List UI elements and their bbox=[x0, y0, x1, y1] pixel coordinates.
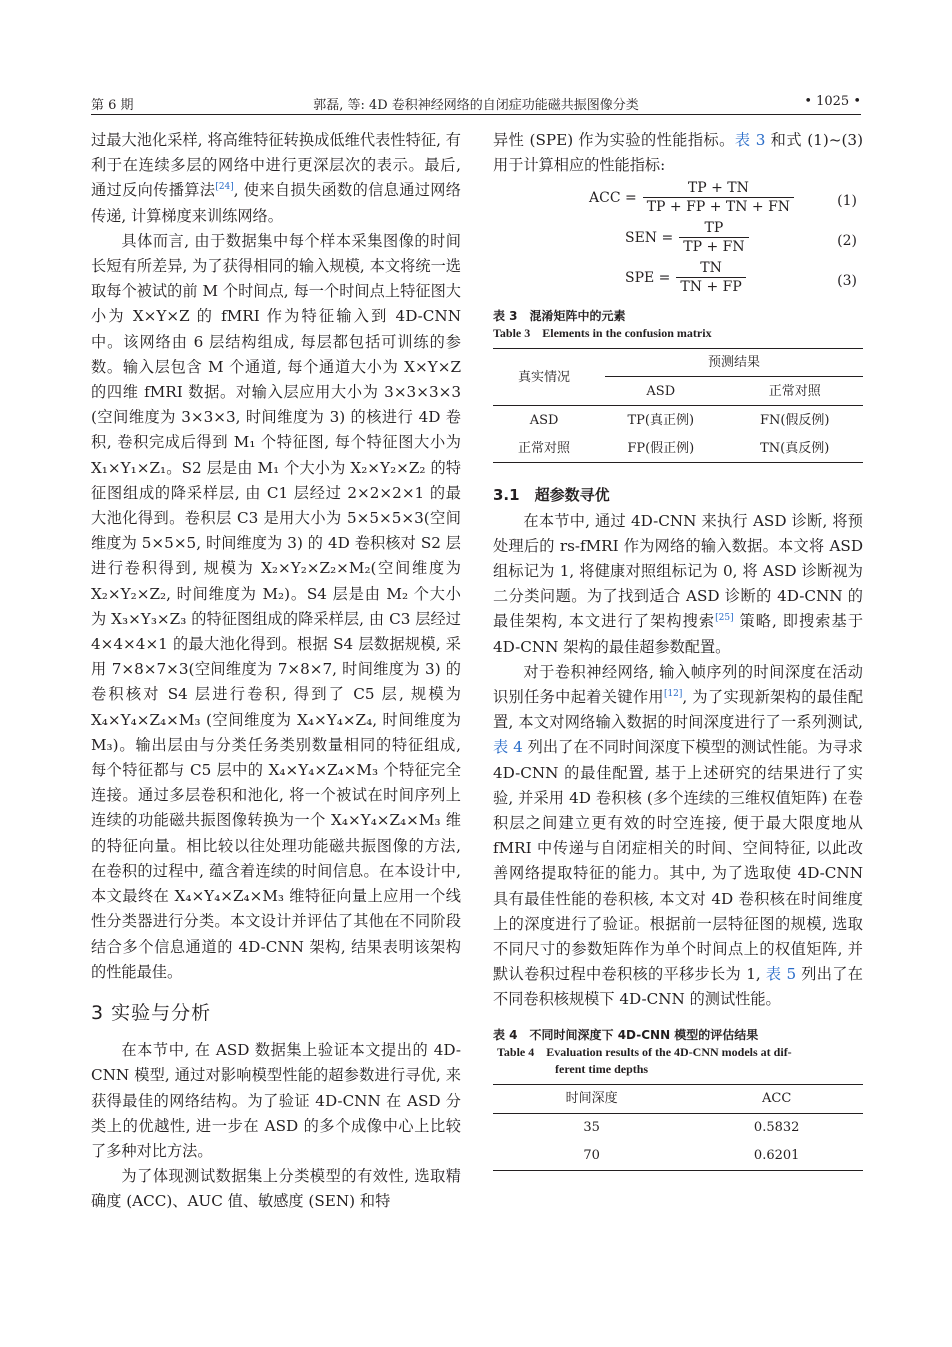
right-column bbox=[493, 128, 863, 1171]
equation-denominator: TN + FP bbox=[676, 277, 745, 297]
table-link[interactable]: 表 4 bbox=[493, 738, 523, 757]
citation-link[interactable]: [12] bbox=[663, 688, 683, 699]
equation-lhs: SPE = bbox=[625, 269, 671, 286]
citation-link[interactable]: [24] bbox=[215, 182, 234, 193]
page-number: • 1025 • bbox=[804, 94, 861, 109]
paragraph-text: 异性 (SPE) 作为实验的性能指标。 bbox=[493, 131, 735, 149]
paragraph-text: 过最大池化采样, 将高维特征转换成低维代表性特征, 有利于在连续多层的网络中进行更深层次的表示。最后, 通过反向传播算法 bbox=[91, 131, 461, 200]
equation-spe bbox=[493, 258, 863, 298]
paragraph: 在本节中, 在 ASD 数据集上验证本文提出的 4D-CNN 模型, 通过对影响模型性能的超参数进行寻优, 来获得最佳的网络结构。为了验证 4D-CNN 在 ASD 分类上的优越性, 进一步在 ASD 的多个成像中心上比较了多种对比方法。 bbox=[91, 1041, 461, 1160]
table-cell: 35 bbox=[583, 1120, 600, 1136]
table-group-header: 预测结果 bbox=[595, 349, 863, 378]
paragraph: 为了体现测试数据集上分类模型的有效性, 选取精确度 (ACC)、AUC 值、敏感度 (SEN) 和特 bbox=[91, 1167, 461, 1211]
left-column bbox=[91, 128, 461, 1215]
table-cell: 70 bbox=[493, 1142, 690, 1171]
equation-denominator: TP + FP + TN + FN bbox=[643, 197, 794, 217]
paragraph-text: 和式 (1)~(3) 用于计算相应的性能指标: bbox=[493, 131, 863, 175]
paragraph-text: , 使来自损失函数的信息通过网络传递, 计算梯度来训练网络。 bbox=[91, 181, 461, 225]
table-link[interactable]: 表 5 bbox=[765, 965, 797, 984]
paragraph-text: 策略, 即搜索基于 4D-CNN 架构的最佳超参数配置。 bbox=[493, 612, 864, 656]
equation-numerator: TP bbox=[704, 219, 724, 236]
table-col-header: 正常对照 bbox=[726, 377, 863, 406]
issue-number: 第 6 期 bbox=[91, 98, 134, 113]
equation-denominator: TP + FN bbox=[679, 237, 748, 257]
paragraph-text: 在本节中, 通过 4D-CNN 来执行 ASD 诊断, 将预处理后的 rs-fMRI 作为网络的输入数据。本文将 ASD 组标记为 1, 将健康对照组标记为 0, 将 ASD 诊断视为二分类问题。为了找到适合 ASD 诊断的 4D-CNN 的最佳架构, 本文进行了架构搜索 bbox=[493, 511, 863, 631]
table-row-header: 真实情况 bbox=[493, 349, 595, 406]
table-cell: TP(真正例) bbox=[627, 412, 695, 428]
equation-lhs: ACC = bbox=[589, 189, 637, 206]
table-cell: FP(假正例) bbox=[595, 434, 726, 463]
equation-number: (1) bbox=[837, 193, 857, 210]
table-row bbox=[493, 1113, 863, 1142]
paragraph bbox=[493, 128, 863, 178]
equation-numerator: TP + TN bbox=[687, 179, 749, 196]
paragraph: 具体而言, 由于数据集中每个样本采集图像的时间长短有所差异, 为了获得相同的输入规模, 本文将统一选取每个被试的前 M 个时间点, 每一个时间点上特征图大小为 X×Y×Z 的 fMRI 作为特征输入到 4D-CNN 中。该网络由 6 层结构组成, 每层都包括可训练的参数。输入层包含 M 个通道, 每个通道大小为 X×Y×Z 的四维 fMRI 数据。对输入层应用大小为 3×3×3×3 (空间维度为 3×3×3, 时间维度为 3) 的核进行 4D 卷积, 卷积完成后得到 M₁ 个特征图, 每个特征图大小为 X₁×Y₁×Z₁。S2 层是由 M₁ 个大小为 X₂×Y₂×Z₂ 的特征图组成的降采样层, 由 C1 层经过 2×2×2×1 的最大池化得到。卷积层 C3 是用大小为 5×5×5×3(空间维度为 5×5×5, 时间维度为 3) 的 4D 卷积核对 S2 层进行卷积得到, 规模为 X₂×Y₂×Z₂×M₂(空间维度为 X₂×Y₂×Z₂, 时间维度为 M₂)。S4 层是由 M₂ 个大小为 X₃×Y₃×Z₃ 的特征图组成的降采样层, 由 C3 层经过 4×4×4×1 的最大池化得到。根据 S4 层数据规模, 采用 7×8×7×3(空间维度为 7×8×7, 时间维度为 3) 的卷积核对 S4 层进行卷积, 得到了 C5 层, 规模为 X₄×Y₄×Z₄×M₃ (空间维度为 X₄×Y₄×Z₄, 时间维度为 M₃)。输出层由与分类任务类别数量相同的特征组成, 每个特征都与 C5 层中的 X₄×Y₄×Z₄×M₃ 个特征完全连接。通过多层卷积和池化, 将一个被试在时间序列上连续的功能磁共振图像转换为一个 X₄×Y₄×Z₄×M₃ 维的特征向量。相比较以往处理功能磁共振图像的方法, 在卷积的过程中, 蕴含着连续的时间信息。在本设计中, 本文最终在 X₄×Y₄×Z₄×M₃ 维特征向量上应用一个线性分类器进行分类。本文设计并评估了其他在不同阶段结合多个信息通道的 4D-CNN 架构, 结果表明该架构的性能最佳。 bbox=[91, 231, 461, 981]
table-row bbox=[493, 406, 863, 435]
paragraph bbox=[493, 660, 863, 1013]
equation-numerator: TN bbox=[700, 259, 722, 276]
table-col-header: ACC bbox=[690, 1084, 863, 1113]
table-cell: 0.5832 bbox=[753, 1120, 800, 1136]
table-link[interactable]: 表 3 bbox=[734, 131, 766, 149]
table-cell: 正常对照 bbox=[493, 434, 595, 463]
table-cell: 0.6201 bbox=[690, 1142, 863, 1171]
table-caption-en-continued: ferent time depths bbox=[555, 1061, 649, 1076]
table-caption-zh: 表 3 混淆矩阵中的元素 bbox=[493, 309, 626, 324]
table-col-header: ASD bbox=[595, 377, 726, 406]
equation-number: (2) bbox=[837, 233, 857, 250]
subsection-title: 3.1 超参数寻优 bbox=[493, 486, 610, 505]
section-title: 3 实验与分析 bbox=[91, 1001, 212, 1024]
time-depth-table bbox=[493, 1084, 863, 1171]
paragraph-text: 对于卷积神经网络, 输入帧序列的时间深度在活动识别任务中起着关键作用 bbox=[493, 662, 863, 707]
paragraph bbox=[493, 509, 863, 660]
table-caption-en: Table 4 Evaluation results of the 4D-CNN models at dif- bbox=[497, 1044, 792, 1059]
equation-number: (3) bbox=[837, 273, 857, 290]
paragraph-text: , 为了实现新架构的最佳配置, 本文对网络输入数据的时间深度进行了一系列测试, bbox=[493, 688, 864, 732]
table-row bbox=[493, 434, 863, 463]
running-header bbox=[91, 92, 861, 115]
citation-link[interactable]: [25] bbox=[715, 613, 734, 624]
table-cell: FN(假反例) bbox=[759, 412, 830, 428]
table-row bbox=[493, 1142, 863, 1171]
table-col-header: 时间深度 bbox=[493, 1084, 690, 1113]
table-cell: ASD bbox=[529, 412, 559, 428]
paragraph-text: 列出了在不同卷积核规模下 4D-CNN 的测试性能。 bbox=[493, 965, 863, 1009]
paragraph bbox=[91, 128, 461, 229]
paragraph-text: 列出了在不同时间深度下模型的测试性能。为寻求 4D-CNN 的最佳配置, 基于上述研究的结果进行了实验, 并采用 4D 卷积核 (多个连续的三维权值矩阵) 在卷积层之间建立更有效的时空连接, 便于最大限度地从 fMRI 中传递与自闭症相关的时间、空间特征, 以此改善网络提取特征的能力。其中, 为了选取使 4D-CNN 具有最佳性能的卷积核, 本文对 4D 卷积核在时间维度上的深度进行了验证。根据前一层特征图的规模, 选取不同尺寸的参数矩阵作为单个时间点上的权值矩阵, 并默认卷积过程中卷积核的平移步长为 1, bbox=[493, 738, 863, 984]
table-cell: TN(真反例) bbox=[726, 434, 863, 463]
running-title: 郭磊, 等: 4D 卷积神经网络的自闭症功能磁共振图像分类 bbox=[313, 98, 639, 113]
equation-acc bbox=[493, 178, 863, 218]
confusion-matrix-table bbox=[493, 348, 863, 463]
equation-sen bbox=[493, 218, 863, 258]
table-caption-zh: 表 4 不同时间深度下 4D-CNN 模型的评估结果 bbox=[493, 1027, 759, 1042]
table-caption-en: Table 3 Elements in the confusion matrix bbox=[493, 326, 712, 341]
equation-lhs: SEN = bbox=[625, 229, 674, 246]
